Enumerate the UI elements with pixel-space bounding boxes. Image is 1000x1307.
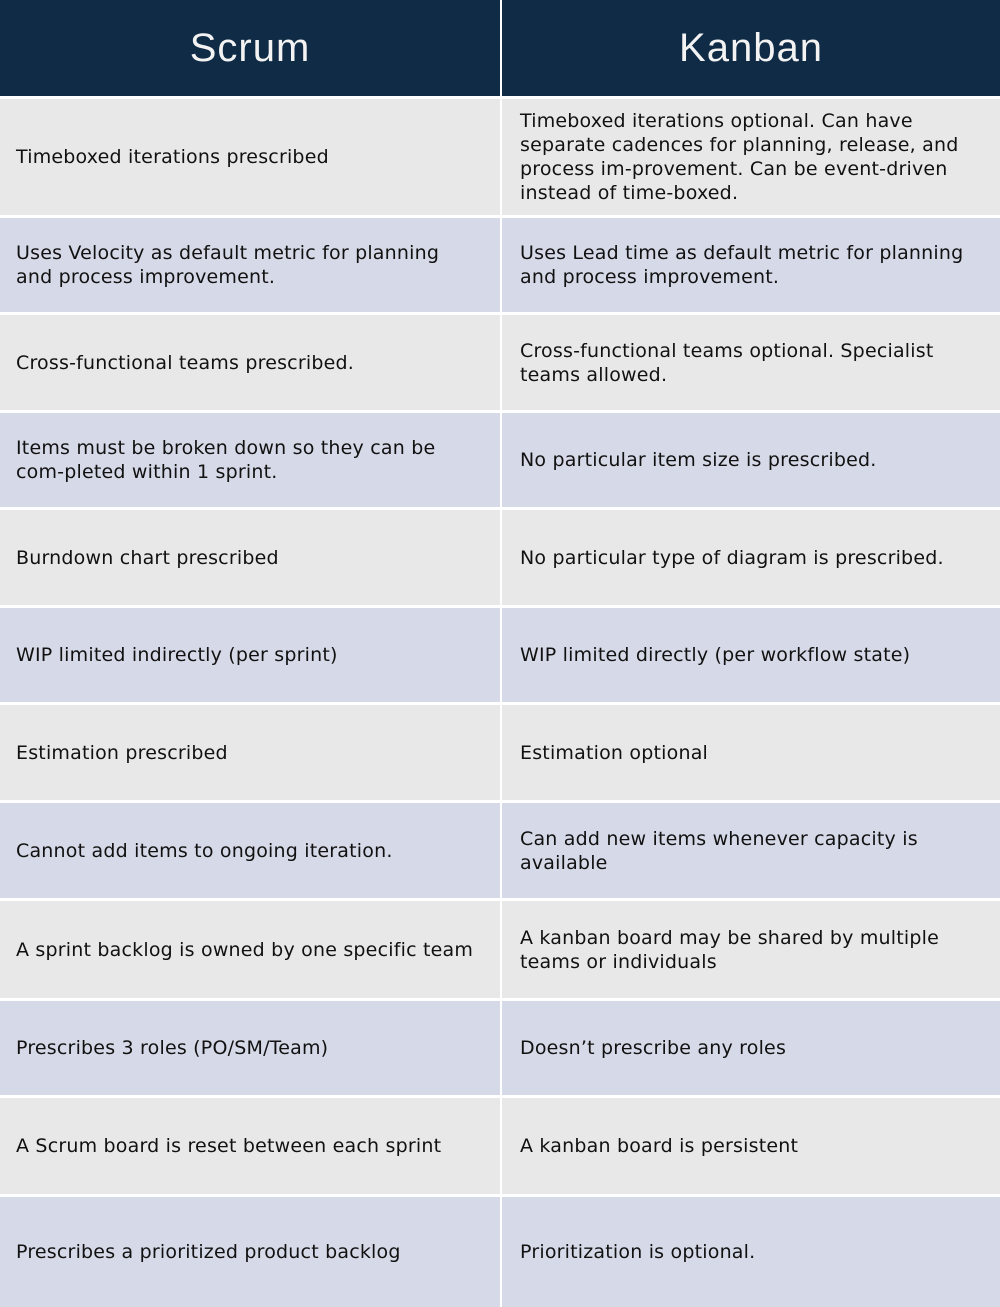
scrum-cell: WIP limited indirectly (per sprint) <box>0 608 500 702</box>
scrum-cell: Items must be broken down so they can be com-pleted within 1 sprint. <box>0 413 500 507</box>
table-header <box>0 0 1000 96</box>
scrum-cell: A Scrum board is reset between each sprint <box>0 1098 500 1194</box>
table-row <box>0 99 1000 215</box>
kanban-cell: Prioritization is optional. <box>502 1197 1000 1307</box>
scrum-cell: Prescribes 3 roles (PO/SM/Team) <box>0 1001 500 1095</box>
scrum-cell: Cross-functional teams prescribed. <box>0 315 500 410</box>
table-row <box>0 413 1000 507</box>
kanban-cell: Can add new items whenever capacity is available <box>502 803 1000 898</box>
table-row <box>0 608 1000 702</box>
scrum-cell: Estimation prescribed <box>0 705 500 800</box>
scrum-cell: Burndown chart prescribed <box>0 510 500 605</box>
table-row <box>0 1001 1000 1095</box>
kanban-column-title: Kanban <box>679 25 823 70</box>
kanban-cell: A kanban board may be shared by multiple teams or individuals <box>502 901 1000 998</box>
kanban-cell: No particular type of diagram is prescribed. <box>502 510 1000 605</box>
kanban-cell: WIP limited directly (per workflow state) <box>502 608 1000 702</box>
kanban-cell: Cross-functional teams optional. Specialist teams allowed. <box>502 315 1000 410</box>
kanban-cell: A kanban board is persistent <box>502 1098 1000 1194</box>
scrum-cell: A sprint backlog is owned by one specific team <box>0 901 500 998</box>
kanban-cell: Timeboxed iterations optional. Can have separate cadences for planning, release, and process im-provement. Can be event-driven instead of time-boxed. <box>502 99 1000 215</box>
table-row <box>0 218 1000 312</box>
kanban-cell: Estimation optional <box>502 705 1000 800</box>
scrum-cell: Timeboxed iterations prescribed <box>0 99 500 215</box>
table-row <box>0 1197 1000 1307</box>
scrum-column-title: Scrum <box>189 25 311 70</box>
table-row <box>0 705 1000 800</box>
scrum-cell: Uses Velocity as default metric for planning and process improvement. <box>0 218 500 312</box>
scrum-cell: Cannot add items to ongoing iteration. <box>0 803 500 898</box>
table-row <box>0 510 1000 605</box>
table-row <box>0 1098 1000 1194</box>
table-row <box>0 315 1000 410</box>
scrum-cell: Prescribes a prioritized product backlog <box>0 1197 500 1307</box>
kanban-cell: No particular item size is prescribed. <box>502 413 1000 507</box>
kanban-cell: Uses Lead time as default metric for planning and process improvement. <box>502 218 1000 312</box>
table-row <box>0 803 1000 898</box>
kanban-cell: Doesn’t prescribe any roles <box>502 1001 1000 1095</box>
table-row <box>0 901 1000 998</box>
